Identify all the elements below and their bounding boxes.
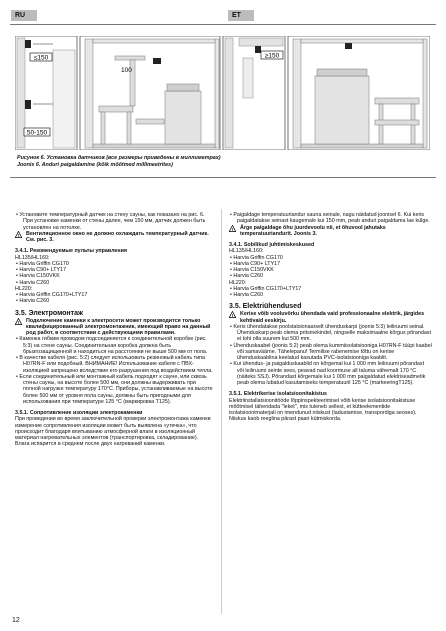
warning-box (15, 318, 213, 337)
section-heading: 3.5. Elektriühendused (229, 303, 302, 311)
model-label: HL220: (229, 279, 247, 286)
lang-tab-ru: RU (11, 10, 37, 21)
sensor-ceiling (25, 40, 31, 48)
list-item: • Harvia C150VKK (229, 267, 432, 273)
list-item: • Harvia Griffin CG170 (15, 261, 213, 267)
warning-text: Вентиляционное окно не должно охлаждать температурный датчик. См. рис. 3. (26, 230, 209, 243)
section-heading: 3.5.1. Сопротивление изоляции электрокаменки (15, 410, 143, 416)
paragraph: • Установите температурный датчик на стену сауны, как показано на рис. 6. При установке каменки от стены далее, чем 150 мм, датчик должен быть установлен на потолке. (15, 212, 213, 231)
warning-icon (15, 318, 22, 325)
svg-text:!: ! (17, 319, 20, 325)
warning-icon (229, 225, 236, 232)
list-item: • Harvia C260 (15, 280, 213, 286)
list-item: • Harvia C150VKK (15, 273, 213, 279)
caption-rule (10, 177, 436, 178)
paragraph: • Paigaldage temperatuuriandur sauna seinale, nagu näidatud joonisel 6. Kui keris paigaldatakse seinast kaugemale kui 150 mm, peab anduri paigaldama lae külge. (229, 212, 432, 225)
page-number: 12 (12, 617, 20, 624)
list-item: • Harvia C90+ LTY17 (15, 267, 213, 273)
warning-box (15, 231, 213, 244)
list-item: • Harvia C260 (229, 273, 432, 279)
list-item: • В качестве кабеля (рис. 5:2) следует использовать резиновый кабель типа H07RN-F или подобный. ВНИМАНИЕ! Использование кабеля с ПВХ-изоляцией запрещено вследствие его разрушения под воздействием тепла. (15, 355, 213, 374)
warning-box (229, 311, 432, 324)
svg-text:!: ! (231, 313, 234, 319)
model-label: HL135/HL160: (15, 254, 50, 261)
dim-label: ≥150 (264, 52, 280, 60)
warning-text: Kerise võib vooluvõrku ühendada vaid professionaalne elektrik, järgides kehtivaid eeskirju. (240, 311, 425, 324)
list-item: • Harvia Griffin CG170 (229, 255, 432, 261)
heater (165, 91, 201, 144)
column-et (229, 212, 432, 423)
list-item: • Если соединительный или монтажный кабель подходят к сауне, или сквозь стены сауны, на высоте более 500 мм, они должны выдерживать при полной нагрузке температуру 170°C. Приборы, устанавливаемые на высоте более 500 мм от уровня пола сауны, должны быть пригодными для использования при температуре 125 °C (маркировка T125). (15, 374, 213, 405)
section-heading: 3.4.1. Рекомендуемые пульты управления (15, 248, 128, 255)
paragraph: Elektriinstallatsioonitööde lõppinspekteerimisel võib kerise isolatsioonitakistuse mõõtmisel tähendada "leket", mis tuleneb sellest, et kütteelementide isolatsioonimaterjali on imendunud niiskust (ladustamise, transpordiga seoses). Niiskus kaob reeglina pärast paari kütmiskorda. (229, 397, 417, 423)
bench (99, 106, 133, 112)
model-label: HL220: (15, 285, 33, 292)
section-heading: 3.5. Электромонтаж (15, 309, 83, 317)
svg-text:!: ! (231, 226, 234, 232)
warning-icon (15, 231, 22, 238)
warning-text: Подключение каменки к электросети может производится только квалифицированный электромонтажник, имеющий право на данный род работ, в соответствии с действующими правилами. (26, 317, 211, 336)
list-item: • Harvia C260 (229, 292, 432, 298)
list-item: • Harvia C260 (15, 298, 213, 304)
list-item: • Каменка гибким проводом подсоединяется к соединительной коробке (рис. 5:3) на стене сауны. Соединительная коробка должна быть брызгозащищенной и находиться на расстоянии не выше 500 мм от пола. (15, 336, 213, 355)
dim-label: 100 (121, 67, 132, 74)
sauna-room-left (85, 39, 219, 148)
column-divider (221, 209, 222, 614)
sensor-wall (153, 58, 161, 64)
column-ru (15, 212, 213, 448)
warning-icon (229, 311, 236, 318)
sensor-ceiling (255, 46, 261, 53)
heater (315, 76, 369, 144)
warning-box (229, 225, 432, 238)
section-heading: 3.4.1. Sobilikud juhtimiskeskused (229, 242, 315, 248)
paragraph: При проведении во время заключительной проверки электромонтажа каменки измерение сопротивления изоляции может быть выявлена «утечка», что происходит благодаря впитыванию атмосферной влаги в изоляционный материал нагревательных элементов (транспортировка, складирование). Влага испарится в среднем после двух нагреваний каменки. (15, 416, 211, 448)
section-heading: 3.5.1. Elektrikerise isolatsioonitakistus (229, 391, 328, 398)
sensor-installation-figure (15, 36, 430, 150)
list-item: • Ühenduskaabel (joonis 5:2) peab olema kummiisolatsiooniga H07RN-F tüüpi kaabel või samaväärne. Tähelepanu! Termilise rabenemise tõttu on kerise ühenduskaablina keelatud kasutada PVC-isolatsiooniga kaablit. (229, 343, 432, 362)
figure-caption-ru: Рисунок 6. Установка датчиков (все размеры приведены в миллиметрах) (17, 155, 221, 161)
list-item: • Harvia Griffin CG170+LTY17 (229, 286, 432, 292)
model-label: HL135/HL160: (229, 248, 264, 255)
warning-text: Ärge paigaldage õhu juurdevoolu nii, et õhuvool jahutaks temperatuuriandurit. Joonis 3. (240, 224, 386, 237)
figure-caption-et: Joonis 6. Anduri paigaldamine (kõik mõõtmed millimeetrites) (17, 162, 173, 168)
list-item: • Keris ühendatakse poolstatsionaarselt ühenduskarpi (joonis 5:3) leiliruumi seinal. Ühenduskarp peab olema pritsmekindel, ningselle maksimaalne kõrgus põrandast ei tohi olla suurem kui 500 mm. (229, 324, 432, 343)
list-item: • Harvia C90+ LTY17 (229, 261, 432, 267)
dim-label: ≤150 (33, 54, 49, 62)
sensor-wall (25, 100, 31, 109)
header-rule (10, 24, 436, 25)
svg-text:!: ! (17, 232, 20, 238)
sauna-room-right (293, 39, 427, 148)
dim-label: 50-150 (26, 129, 48, 137)
lang-tab-et: ET (228, 10, 254, 21)
sensor-ceiling (345, 43, 352, 49)
list-item: • Harvia Griffin CG170+LTY17 (15, 292, 213, 298)
bench (375, 98, 419, 104)
list-item: • Kui ühendus- ja paigalduskaablid on kõrgemal kui 1 000 mm leiliruumi põrandast või leiliruumi seinte sees, peavad nad koormuse all taluma vähemalt 170 °C (näiteks SSJ). Põrandast kõrgemale kui 1 000 mm paigaldatud elektriseadmetik peab olema lubatud kasutamiseks temperatuuril 125 °C (markeeringT125). (229, 361, 432, 386)
